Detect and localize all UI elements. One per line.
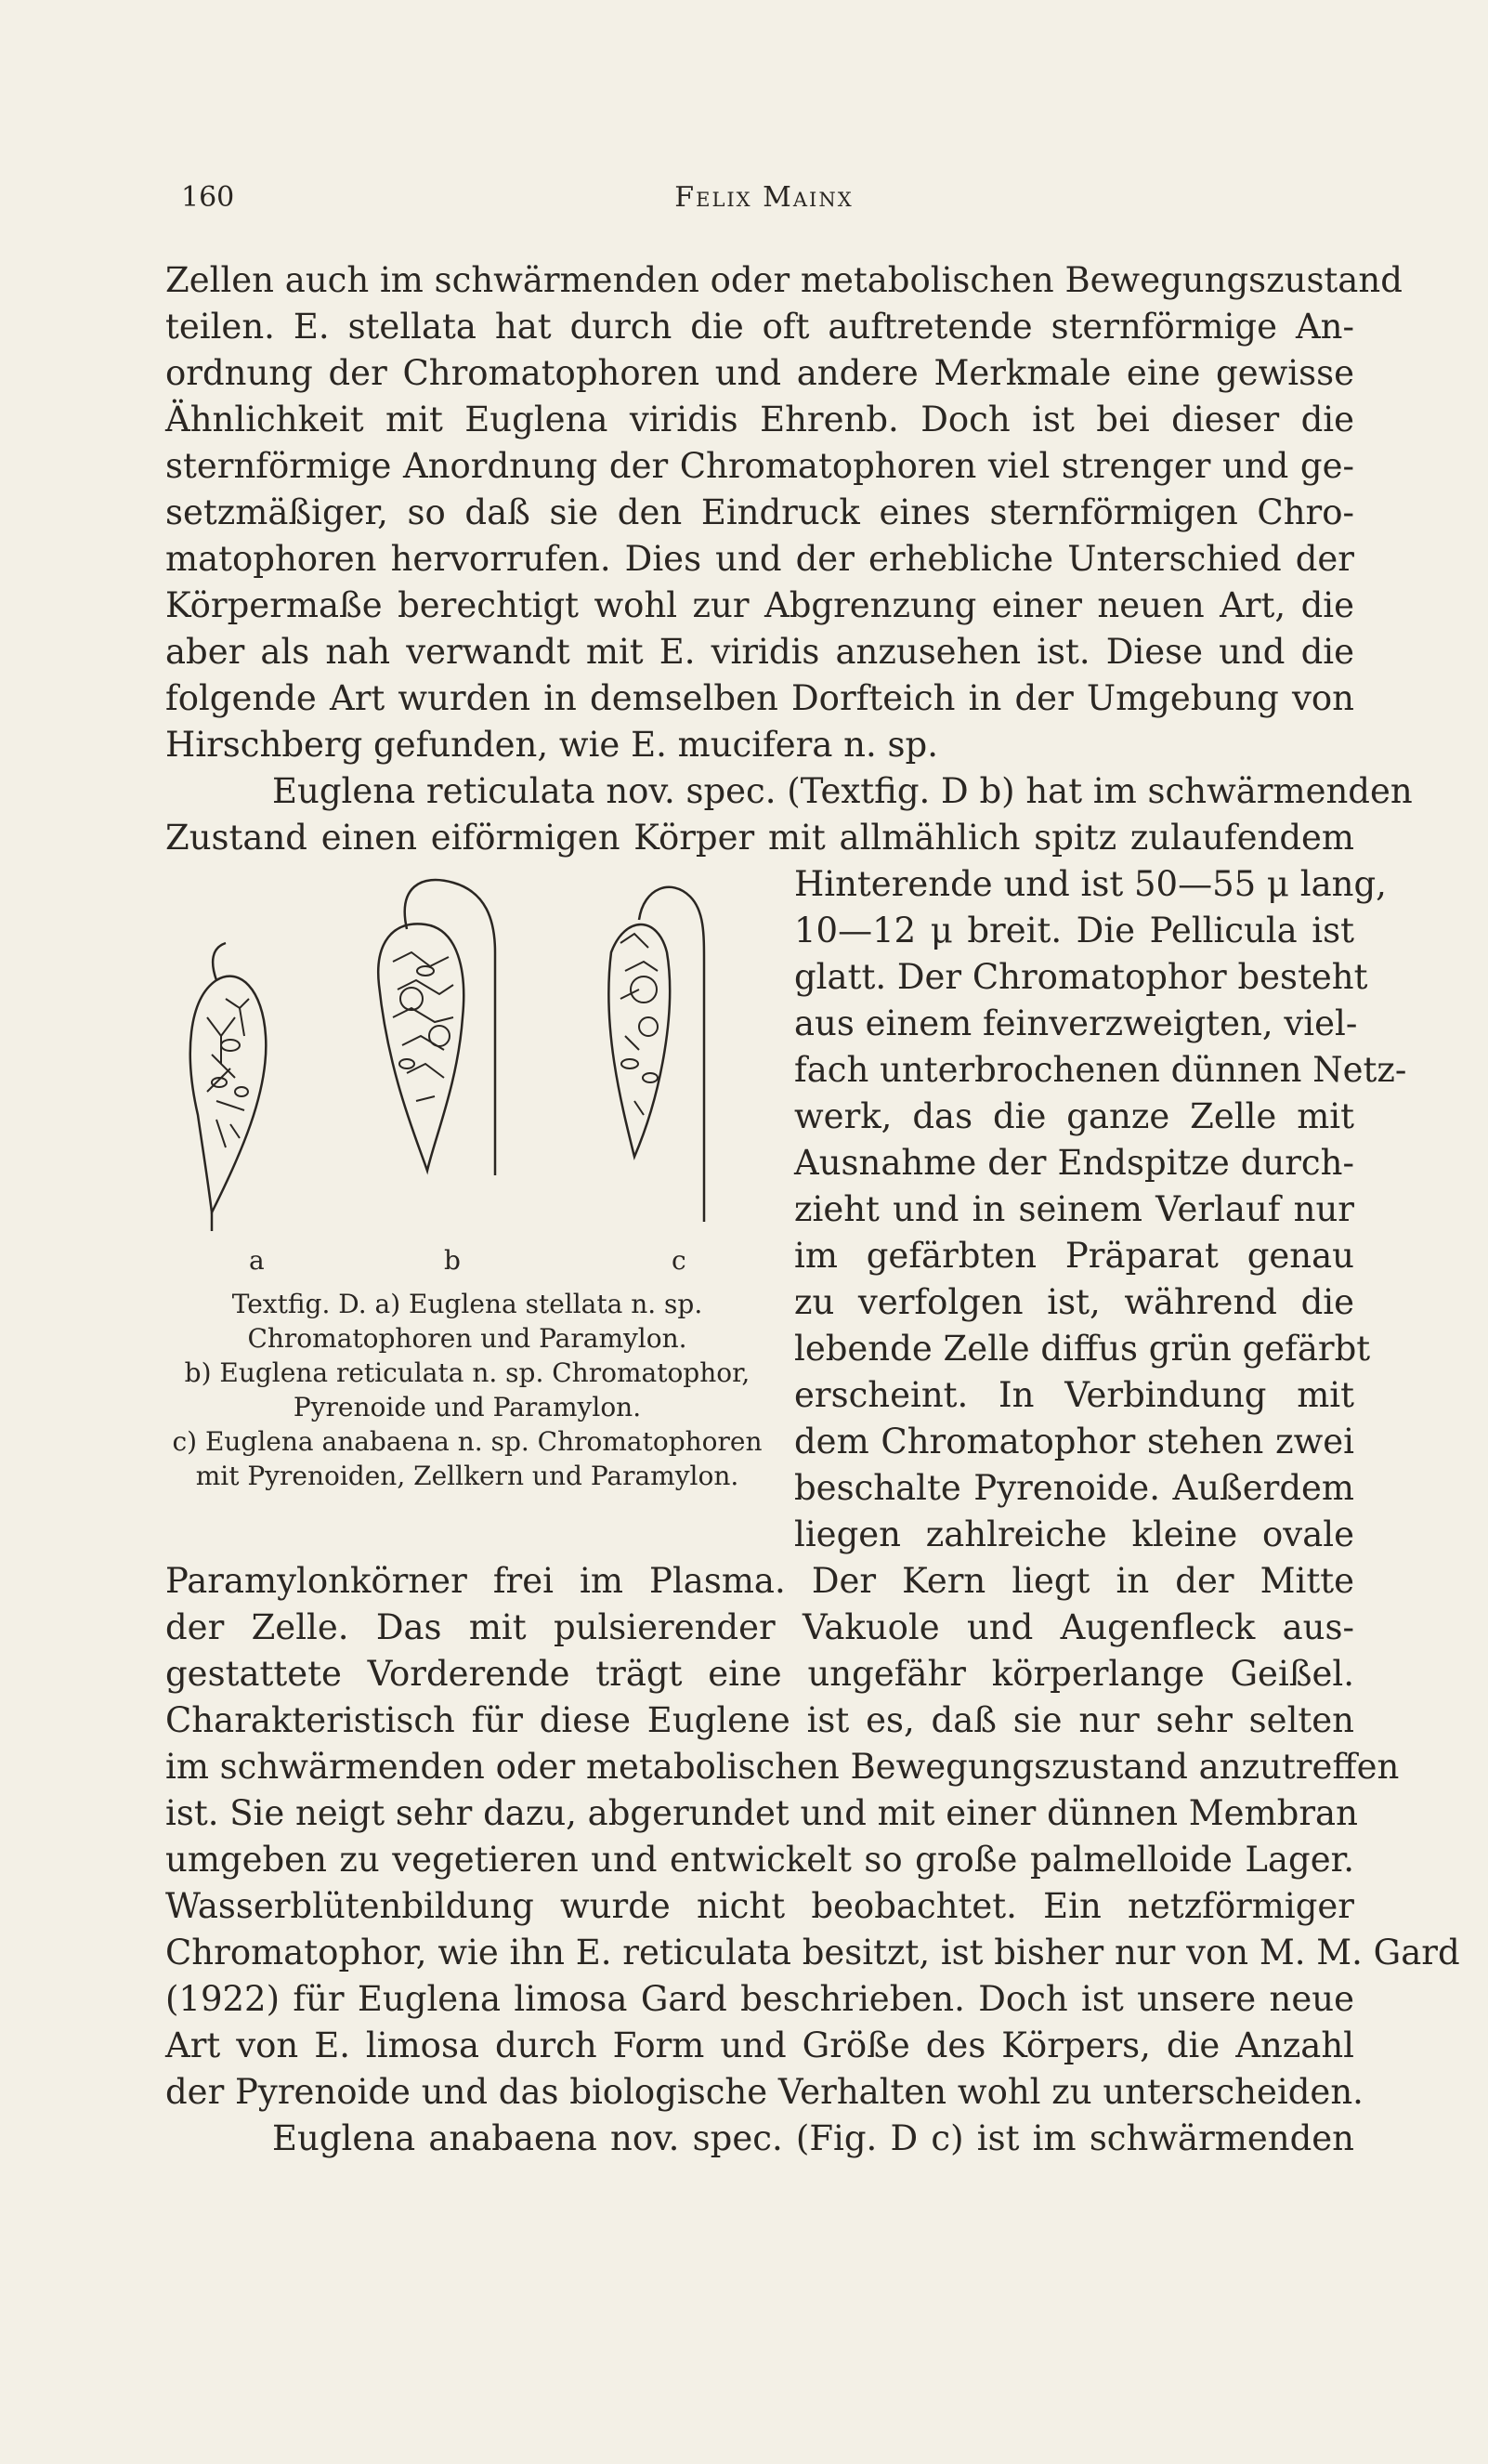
- caption-line: c) Euglena anabaena n. sp. Chromatophoren: [172, 1426, 763, 1457]
- body-line: Zustand einen eiförmigen Körper mit allmählich spitz zulaufendem: [165, 818, 1354, 858]
- body-line: sternförmige Anordnung der Chromatophoren viel strenger und ge-: [165, 446, 1354, 486]
- side-line: glatt. Der Chromatophor besteht: [794, 957, 1368, 997]
- body-line: gestattete Vorderende trägt eine ungefähr körperlange Geißel.: [165, 1654, 1354, 1694]
- body-line: aber als nah verwandt mit E. viridis anzusehen ist. Diese und die: [165, 632, 1354, 672]
- body-line: umgeben zu vegetieren und entwickelt so große palmelloide Lager.: [165, 1840, 1354, 1880]
- body-line: Wasserblütenbildung wurde nicht beobachtet. Ein netzförmiger: [165, 1886, 1354, 1926]
- body-line: matophoren hervorrufen. Dies und der erhebliche Unterschied der: [165, 539, 1354, 579]
- running-head: Felix Mainx: [674, 181, 854, 214]
- side-line: 10—12 μ breit. Die Pellicula ist: [794, 911, 1354, 950]
- euglena-drawings: [165, 878, 778, 1268]
- side-line: Ausnahme der Endspitze durch-: [794, 1143, 1354, 1183]
- figure-label-a: a: [249, 1245, 265, 1276]
- body-line: ist. Sie neigt sehr dazu, abgerundet und mit einer dünnen Membran: [165, 1793, 1358, 1833]
- side-line: dem Chromatophor stehen zwei: [794, 1422, 1354, 1461]
- body-line: Ähnlichkeit mit Euglena viridis Ehrenb. Doch ist bei dieser die: [165, 400, 1354, 439]
- caption-line: Pyrenoide und Paramylon.: [293, 1392, 642, 1422]
- side-line: werk, das die ganze Zelle mit: [794, 1096, 1354, 1136]
- page-header: [181, 181, 1347, 222]
- body-line: setzmäßiger, so daß sie den Eindruck eines sternförmigen Chro-: [165, 492, 1354, 532]
- body-line: Hirschberg gefunden, wie E. mucifera n. sp.: [165, 725, 938, 765]
- cell-drawing-a: [190, 943, 267, 1231]
- caption-line: Textfig. D. a) Euglena stellata n. sp.: [231, 1289, 703, 1319]
- body-line: Euglena anabaena nov. spec. (Fig. D c) ist im schwärmenden: [272, 2118, 1354, 2158]
- caption-line: b) Euglena reticulata n. sp. Chromatophor,: [184, 1357, 751, 1388]
- caption-line: Chromatophoren und Paramylon.: [247, 1323, 687, 1354]
- figure-label-b: b: [444, 1245, 461, 1276]
- body-line: Charakteristisch für diese Euglene ist es, daß sie nur sehr selten: [165, 1700, 1354, 1740]
- text-figure-d: [165, 878, 778, 1528]
- cell-drawing-c: [608, 887, 704, 1222]
- body-line: Zellen auch im schwärmenden oder metabolischen Bewegungszustand: [165, 260, 1403, 300]
- cell-drawing-b: [378, 880, 495, 1175]
- side-line: fach unterbrochenen dünnen Netz-: [794, 1050, 1407, 1090]
- side-line: beschalte Pyrenoide. Außerdem: [794, 1468, 1354, 1508]
- body-line: im schwärmenden oder metabolischen Bewegungszustand anzutreffen: [165, 1747, 1400, 1787]
- body-line: ordnung der Chromatophoren und andere Merkmale eine gewisse: [165, 353, 1354, 393]
- body-line: der Zelle. Das mit pulsierender Vakuole und Augenfleck aus-: [165, 1607, 1354, 1647]
- body-line: Art von E. limosa durch Form und Größe des Körpers, die Anzahl: [165, 2025, 1354, 2065]
- body-line: (1922) für Euglena limosa Gard beschrieben. Doch ist unsere neue: [165, 1979, 1354, 2019]
- side-line: im gefärbten Präparat genau: [794, 1236, 1354, 1276]
- side-line: zieht und in seinem Verlauf nur: [794, 1189, 1354, 1229]
- body-line: der Pyrenoide und das biologische Verhalten wohl zu unterscheiden.: [165, 2072, 1364, 2112]
- figure-label-c: c: [672, 1245, 686, 1276]
- body-line: Chromatophor, wie ihn E. reticulata besitzt, ist bisher nur von M. M. Gard: [165, 1933, 1460, 1973]
- side-line: zu verfolgen ist, während die: [794, 1282, 1354, 1322]
- body-line: teilen. E. stellata hat durch die oft auftretende sternförmige An-: [165, 307, 1354, 347]
- page-number: 160: [181, 181, 235, 214]
- side-line: aus einem feinverzweigten, viel-: [794, 1003, 1358, 1043]
- side-line: Hinterende und ist 50—55 μ lang,: [794, 864, 1387, 904]
- side-line: erscheint. In Verbindung mit: [794, 1375, 1354, 1415]
- side-line: lebende Zelle diffus grün gefärbt: [794, 1329, 1371, 1369]
- body-line: Paramylonkörner frei im Plasma. Der Kern liegt in der Mitte: [165, 1561, 1354, 1601]
- body-line: Körpermaße berechtigt wohl zur Abgrenzung einer neuen Art, die: [165, 585, 1354, 625]
- body-line: folgende Art wurden in demselben Dorfteich in der Umgebung von: [165, 678, 1354, 718]
- body-line: Euglena reticulata nov. spec. (Textfig. D b) hat im schwärmenden: [272, 771, 1413, 811]
- figure-caption: [165, 1287, 769, 1493]
- caption-line: mit Pyrenoiden, Zellkern und Paramylon.: [195, 1461, 739, 1491]
- side-line: liegen zahlreiche kleine ovale: [794, 1514, 1354, 1554]
